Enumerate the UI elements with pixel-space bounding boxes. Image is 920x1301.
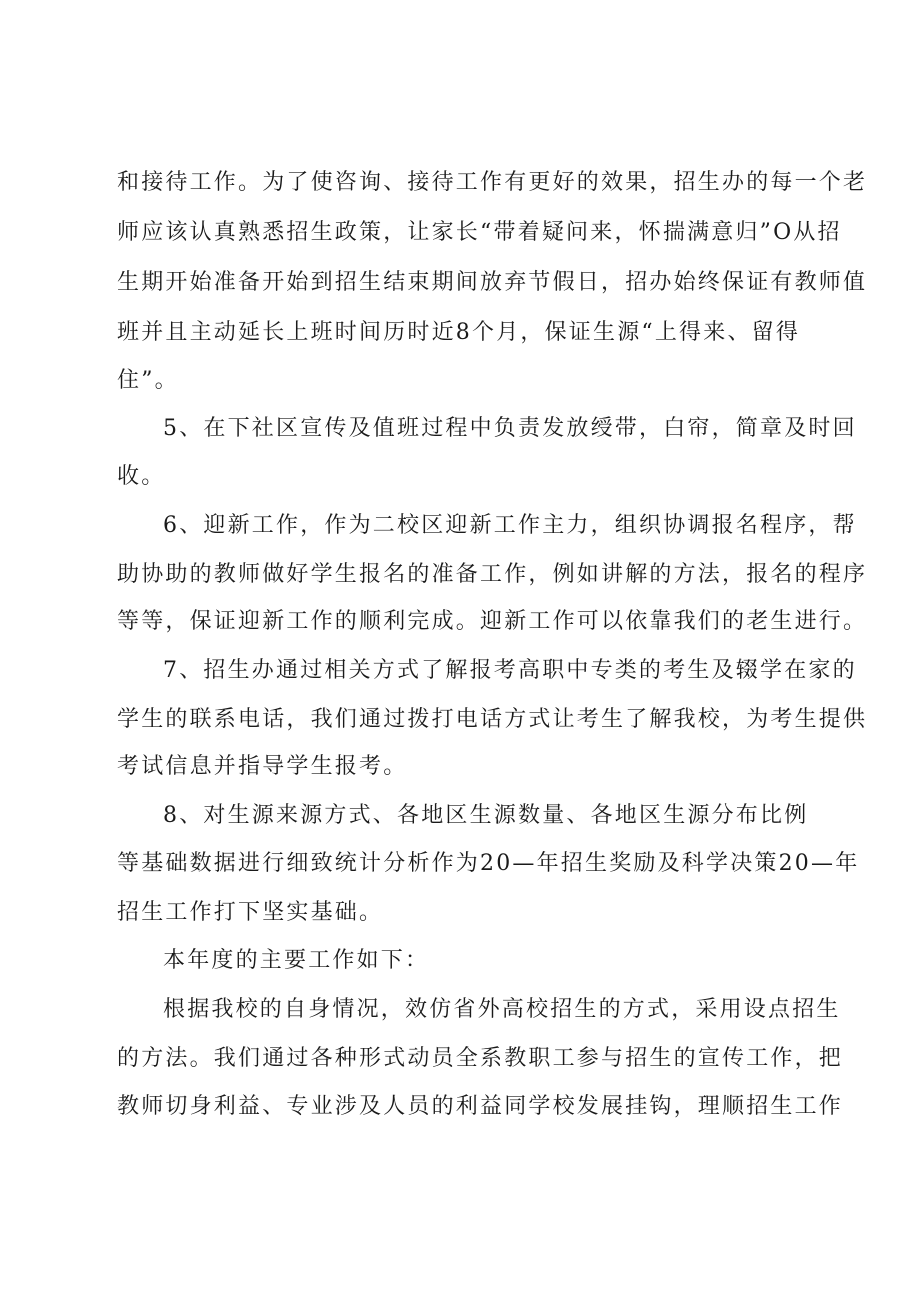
text-line: 考试信息并指导学生报考。 [117, 754, 408, 779]
text-line: 住”。 [117, 368, 179, 393]
text-line: 等等，保证迎新工作的顺利完成。迎新工作可以依靠我们的老生进行。 [117, 609, 868, 634]
text-line: 生期开始准备开始到招生结束期间放弃节假日，招办始终保证有教师值 [117, 270, 868, 295]
text-line: 的方法。我们通过各种形式动员全系教职工参与招生的宣传工作，把 [117, 1046, 844, 1071]
text-line: 收。 [117, 464, 166, 489]
text-line: 和接待工作。为了使咨询、接待工作有更好的效果，招生办的每一个老 [117, 170, 868, 195]
text-line: 班并且主动延长上班时间历时近8个月，保证生源“上得来、留得 [117, 320, 801, 345]
text-line: 助协助的教师做好学生报名的准备工作，例如讲解的方法，报名的程序 [117, 562, 868, 587]
text-line: 等基础数据进行细致统计分析作为20—年招生奖励及科学决策20—年 [117, 851, 860, 876]
paragraph-7-line: 7、招生办通过相关方式了解报考高职中专类的考生及辍学在家的 [163, 658, 857, 683]
paragraph-line: 根据我校的自身情况，效仿省外高校招生的方式，采用设点招生 [163, 997, 841, 1022]
paragraph-8-line: 8、对生源来源方式、各地区生源数量、各地区生源分布比例 [163, 803, 809, 828]
paragraph-5-line: 5、在下社区宣传及值班过程中负责发放绶带，白帘，简章及时回 [163, 416, 857, 441]
text-line: 教师切身利益、专业涉及人员的利益同学校发展挂钩，理顺招生工作 [117, 1094, 844, 1119]
text-line: 学生的联系电话，我们通过拨打电话方式让考生了解我校，为考生提供 [117, 707, 868, 732]
text-line: 师应该认真熟悉招生政策，让家长“带着疑问来，怀揣满意归”O从招 [117, 220, 842, 245]
paragraph-6-line: 6、迎新工作，作为二校区迎新工作主力，组织协调报名程序，帮 [163, 513, 857, 538]
text-line: 招生工作打下坚实基础。 [117, 900, 384, 925]
section-heading-line: 本年度的主要工作如下： [163, 948, 430, 973]
